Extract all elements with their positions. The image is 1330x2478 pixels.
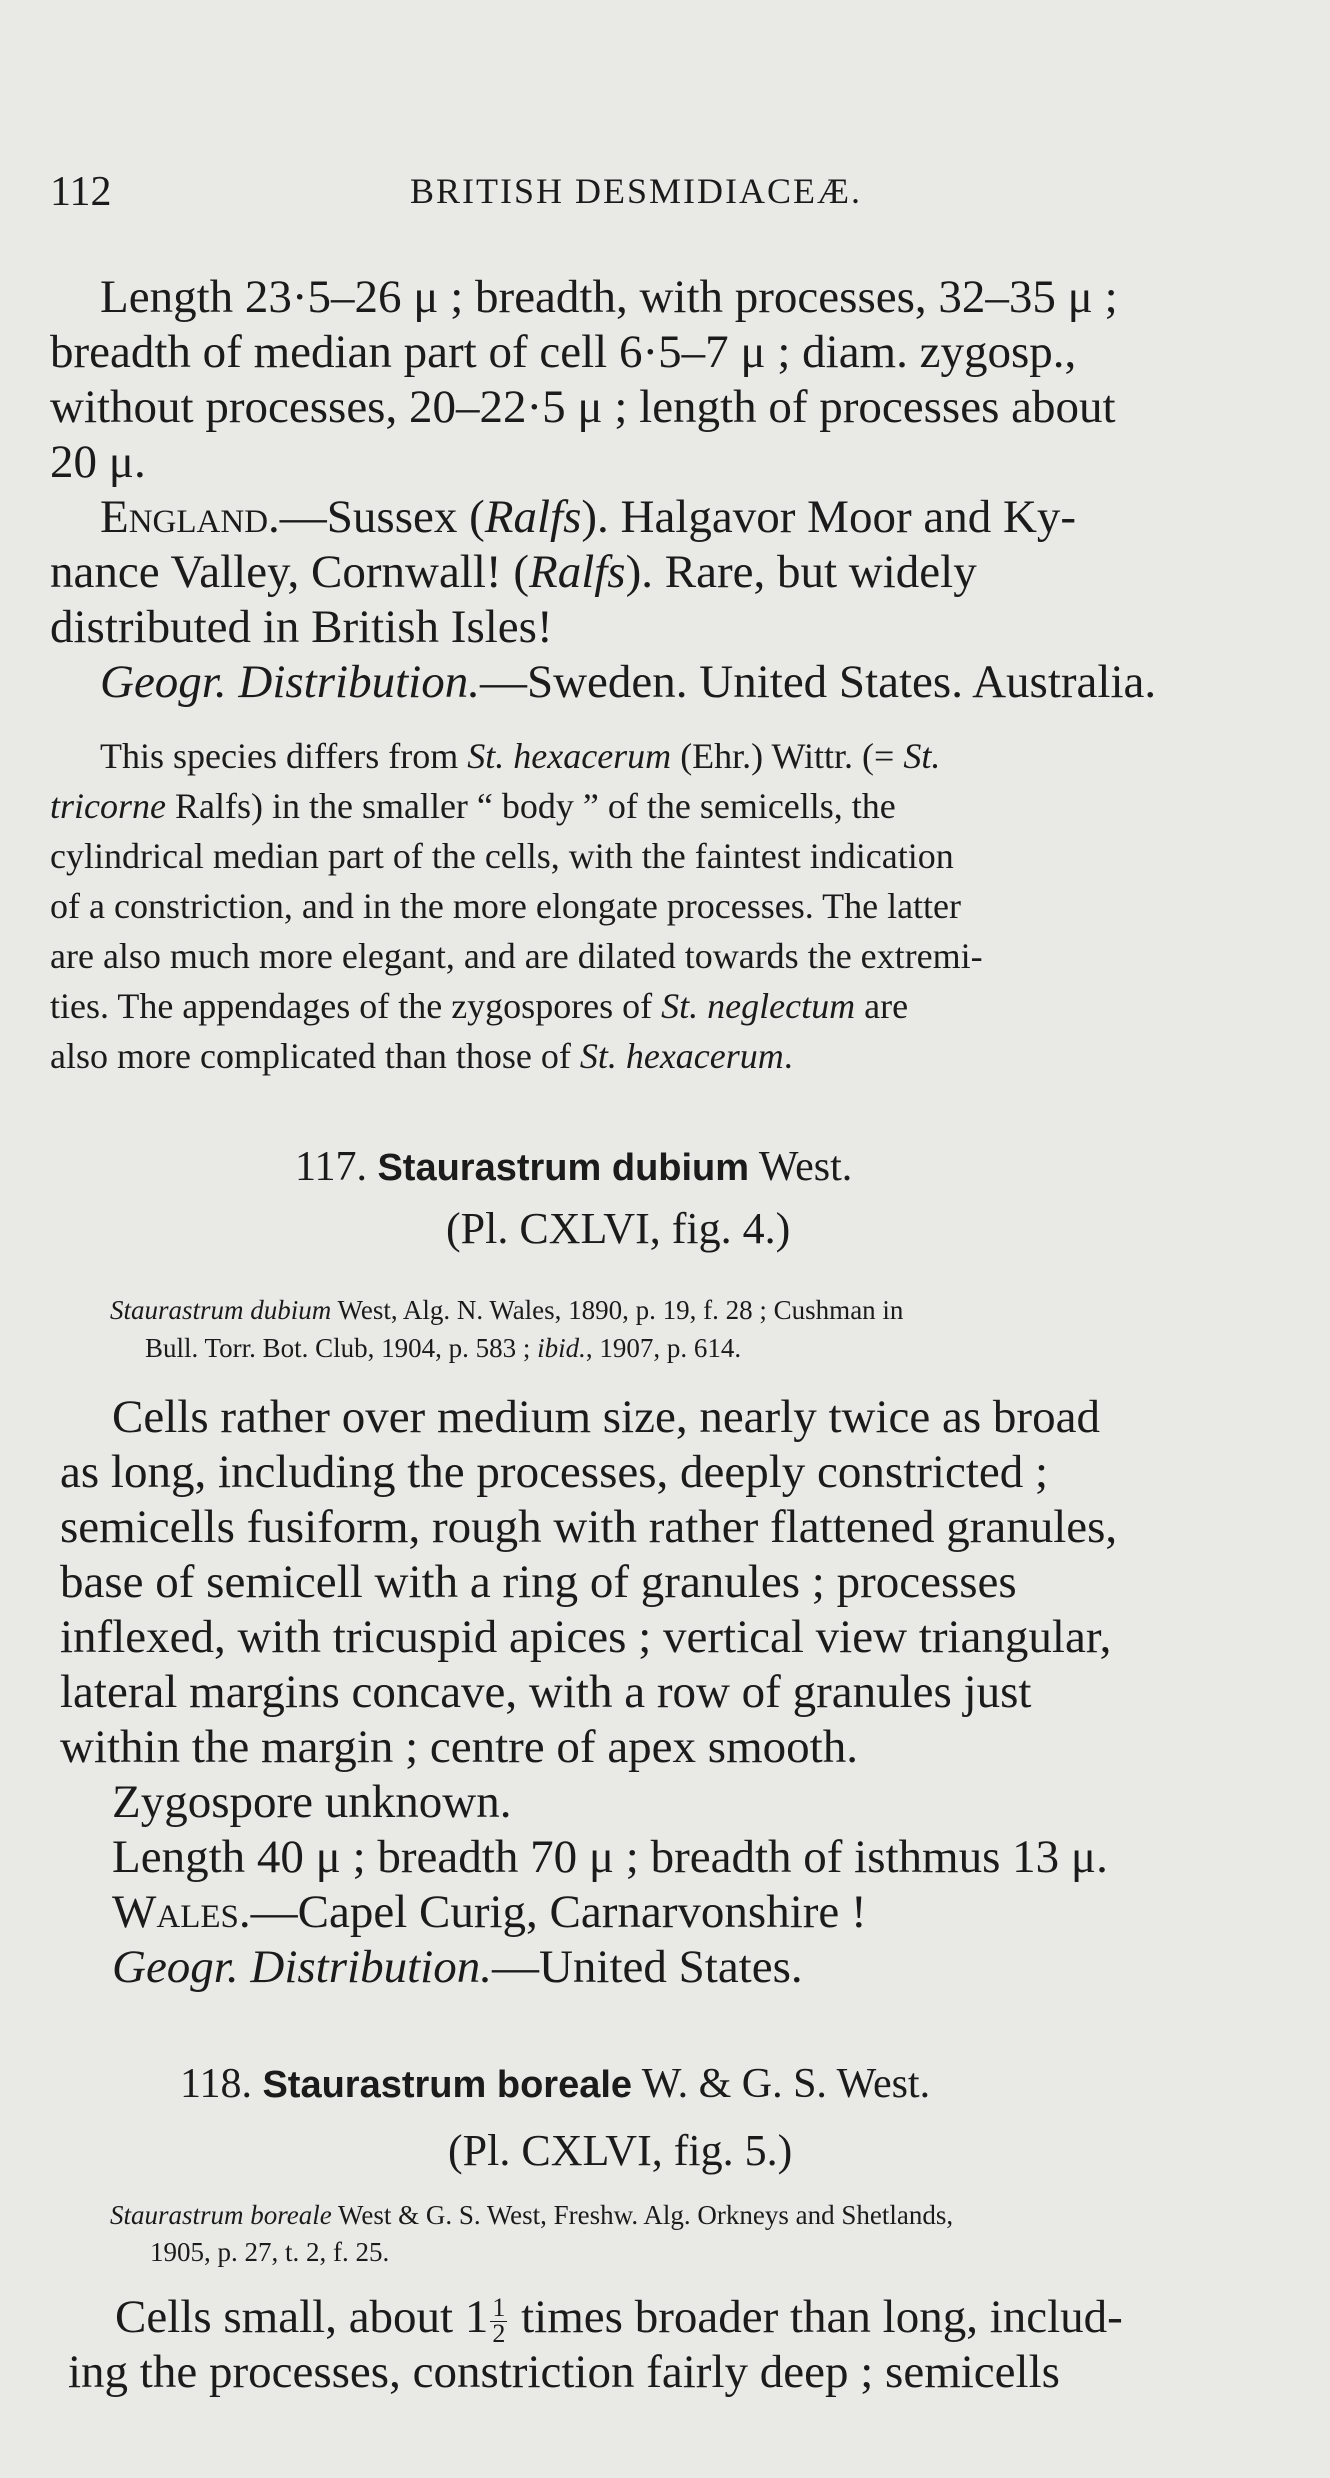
- note-italic: St.: [903, 736, 941, 776]
- note-text: This species differs from: [100, 736, 468, 776]
- fraction-denominator: 2: [492, 2318, 506, 2348]
- species-117-desc-4: base of semicell with a ring of granules ; processes: [60, 1556, 1017, 1608]
- measure-line-4: 20 μ.: [50, 436, 146, 488]
- note-text: also more complicated than those of: [50, 1036, 580, 1076]
- fraction-numerator: 1: [492, 2293, 506, 2323]
- species-117-wales: [112, 1885, 867, 1939]
- england-label: England.: [100, 491, 280, 543]
- species-117-desc-3: semicells fusiform, rough with rather flattened granules,: [60, 1501, 1118, 1553]
- england-line-1: [100, 490, 1076, 544]
- note-italic: St. hexacerum: [467, 736, 672, 776]
- england-line-3: distributed in British Isles!: [50, 601, 553, 653]
- species-number: 118.: [180, 2061, 252, 2107]
- species-117-desc-7: within the margin ; centre of apex smooth.: [60, 1721, 858, 1773]
- note-italic: tricorne: [50, 786, 166, 826]
- england-text-2a: nance Valley, Cornwall! (: [50, 546, 529, 598]
- species-118-desc-1: [115, 2290, 1123, 2346]
- measure-line-1: Length 23·5–26 μ ; breadth, with processes, 32–35 μ ;: [100, 271, 1118, 323]
- species-118-citation-2: 1905, p. 27, t. 2, f. 25.: [150, 2237, 390, 2267]
- geogr-label: Geogr. Distribution.: [112, 1941, 492, 1993]
- wales-label: Wales.: [112, 1886, 251, 1938]
- species-117-desc-1: Cells rather over medium size, nearly twice as broad: [112, 1391, 1100, 1443]
- species-author: West.: [758, 1144, 853, 1190]
- species-117-zygospore: Zygospore unknown.: [112, 1776, 512, 1828]
- england-line-2: [50, 545, 977, 599]
- desc-text: times broader than long, includ-: [509, 2291, 1123, 2343]
- species-117-desc-6: lateral margins concave, with a row of granules just: [60, 1666, 1032, 1718]
- species-117-measure: Length 40 μ ; breadth 70 μ ; breadth of isthmus 13 μ.: [112, 1831, 1108, 1883]
- species-117-citation-1: [110, 1295, 903, 1326]
- measure-line-2: breadth of median part of cell 6·5–7 μ ; diam. zygosp.,: [50, 326, 1077, 378]
- geogr-text: —United States.: [491, 1941, 803, 1993]
- citation-text: , 1907, p. 614.: [585, 1333, 742, 1363]
- geogr-label: Geogr. Distribution.: [100, 656, 480, 708]
- note-text: ties. The appendages of the zygospores of: [50, 986, 662, 1026]
- species-118-citation-1: [110, 2200, 953, 2231]
- note-line-4: of a constriction, and in the more elongate processes. The latter: [50, 886, 962, 926]
- note-text: Ralfs) in the smaller “ body ” of the semicells, the: [165, 786, 896, 826]
- citation-italic: Staurastrum dubium: [110, 1295, 332, 1325]
- note-text: are: [855, 986, 909, 1026]
- citation-text: West, Alg. N. Wales, 1890, p. 19, f. 28 ; Cushman in: [331, 1295, 904, 1325]
- wales-text: —Capel Curig, Carnarvonshire !: [250, 1886, 867, 1938]
- species-number: 117.: [295, 1144, 367, 1190]
- ralfs-2: Ralfs: [528, 546, 626, 598]
- citation-text: Bull. Torr. Bot. Club, 1904, p. 583 ;: [145, 1333, 538, 1363]
- species-117-desc-2: as long, including the processes, deeply constricted ;: [60, 1446, 1049, 1498]
- note-italic: St. hexacerum: [579, 1036, 784, 1076]
- england-text-2b: ). Rare, but widely: [625, 546, 977, 598]
- species-author: W. & G. S. West.: [641, 2061, 931, 2107]
- species-117-plate: (Pl. CXLVI, fig. 4.): [446, 1204, 791, 1253]
- species-name: Staurastrum boreale: [262, 2064, 633, 2106]
- ralfs-1: Ralfs: [484, 491, 582, 543]
- species-118-heading: [180, 2060, 930, 2108]
- species-117-citation-2: [145, 1333, 741, 1364]
- fraction-one-half: [490, 2293, 507, 2348]
- species-117-heading: [295, 1143, 852, 1191]
- england-text-2: ). Halgavor Moor and Ky-: [581, 491, 1077, 543]
- species-117-desc-5: inflexed, with tricuspid apices ; vertical view triangular,: [60, 1611, 1112, 1663]
- note-text: .: [783, 1036, 793, 1076]
- geogr-line: [100, 655, 1156, 709]
- species-117-geogr: [112, 1940, 803, 1994]
- note-line-7: [50, 1035, 793, 1077]
- citation-text: West & G. S. West, Freshw. Alg. Orkneys and Shetlands,: [331, 2200, 954, 2230]
- species-118-desc-2: ing the processes, constriction fairly deep ; semicells: [68, 2346, 1060, 2398]
- geogr-text: —Sweden. United States. Australia.: [479, 656, 1157, 708]
- note-line-1: [100, 735, 940, 777]
- note-italic: St. neglectum: [661, 986, 856, 1026]
- note-line-5: are also much more elegant, and are dilated towards the extremi-: [50, 936, 983, 976]
- note-line-6: [50, 985, 908, 1027]
- citation-italic: ibid.: [537, 1333, 586, 1363]
- note-line-2: [50, 785, 896, 827]
- species-118-plate: (Pl. CXLVI, fig. 5.): [448, 2126, 793, 2175]
- citation-italic: Staurastrum boreale: [110, 2200, 332, 2230]
- species-name: Staurastrum dubium: [377, 1147, 750, 1189]
- england-text-1: —Sussex (: [279, 491, 485, 543]
- page-number: 112: [50, 169, 112, 215]
- running-title: BRITISH DESMIDIACEÆ.: [410, 171, 863, 211]
- note-line-3: cylindrical median part of the cells, with the faintest indication: [50, 836, 954, 876]
- desc-text: Cells small, about 1: [115, 2291, 489, 2343]
- measure-line-3: without processes, 20–22·5 μ ; length of processes about: [50, 381, 1116, 433]
- note-text: (Ehr.) Wittr. (=: [671, 736, 904, 776]
